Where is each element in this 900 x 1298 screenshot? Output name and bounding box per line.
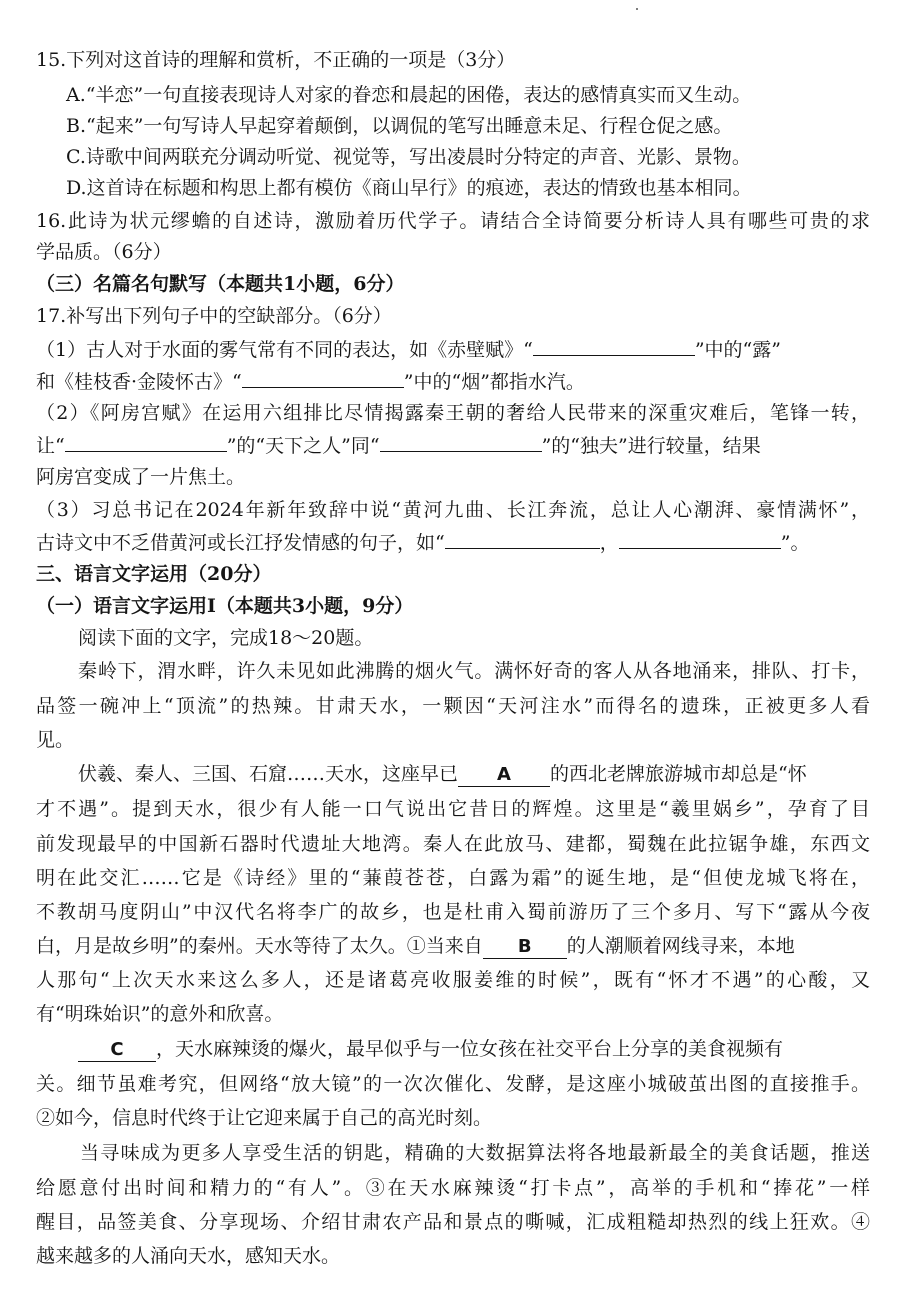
q17-p3-text-a: 古诗文中不乏借黄河或长江抒发情感的句子，如“ xyxy=(36,532,445,554)
passage-p4-l4: 越来越多的人涌向天水，感知天水。 xyxy=(36,1245,341,1267)
passage-p2-l2: 才不遇”。提到天水，很少有人能一口气说出它昔日的辉煌。这里是“羲里娲乡”，孕育了目 xyxy=(36,798,870,820)
q15-option-d: D.这首诗在标题和构思上都有模仿《商山早行》的痕迹，表达的情致也基本相同。 xyxy=(66,177,752,199)
q17-part1-line2 xyxy=(36,365,870,397)
q17-part2-line1: （2）《阿房宫赋》在运用六组排比尽情揭露秦王朝的奢给人民带来的深重灾难后，笔锋一转， xyxy=(36,402,870,424)
q15-option-b: B.“起来”一句写诗人早起穿着颠倒，以调侃的笔写出睡意未足、行程仓促之感。 xyxy=(66,115,733,137)
q17-p2-text-b: ”的“天下之人”同“ xyxy=(226,435,380,457)
q17-blank-1[interactable] xyxy=(533,333,695,356)
passage-p2-text-b: 的西北老牌旅游城市却总是“怀 xyxy=(550,763,807,785)
q17-p2-text-a: 让“ xyxy=(36,435,65,457)
passage-p2-text-d: 的人潮顺着网线寻来，本地 xyxy=(566,935,795,957)
q17-blank-3[interactable] xyxy=(65,429,227,452)
q17-p1-text-b: ”中的“露” xyxy=(694,339,781,361)
passage-p1-l1: 秦岭下，渭水畔，许久未见如此沸腾的烟火气。满怀好奇的客人从各地涌来，排队、打卡， xyxy=(78,660,870,682)
q17-p1-text-a: （1）古人对于水面的雾气常有不同的表达，如《赤壁赋》“ xyxy=(36,339,533,361)
passage-blank-b[interactable]: B xyxy=(483,936,567,959)
passage-p2-l3: 前发现最早的中国新石器时代遗址大地湾。秦人在此放马、建都，蜀魏在此拉锯争雄，东西文 xyxy=(36,833,870,855)
passage-blank-a[interactable]: A xyxy=(458,764,550,787)
q17-part2-line3: 阿房宫变成了一片焦土。 xyxy=(36,466,246,488)
passage-p3-l3: ②如今，信息时代终于让它迎来属于自己的高光时刻。 xyxy=(36,1107,493,1129)
q15-option-a: A.“半恋”一句直接表现诗人对家的眷恋和晨起的困倦，表达的感情真实而又生动。 xyxy=(66,84,752,106)
scan-speck xyxy=(636,8,638,10)
q17-blank-4[interactable] xyxy=(380,429,542,452)
q15-option-c: C.诗歌中间两联充分调动听觉、视觉等，写出凌晨时分特定的声音、光影、景物。 xyxy=(66,146,751,168)
q17-part2-line2 xyxy=(36,429,870,461)
q16-line-2: 学品质。（6分） xyxy=(36,241,172,263)
q17-blank-2[interactable] xyxy=(242,365,404,388)
q17-p1-text-c: 和《桂枝香·金陵怀古》“ xyxy=(36,371,242,393)
passage-p2-l1 xyxy=(78,758,870,790)
q17-p3-text-c: ”。 xyxy=(780,532,810,554)
passage-p2-l4: 明在此交汇……它是《诗经》里的“蒹葭苍苍，白露为霜”的诞生地，是“但使龙城飞将在， xyxy=(36,867,870,889)
passage-p2-text-a: 伏羲、秦人、三国、石窟……天水，这座早已 xyxy=(78,763,459,785)
passage-p3-l2: 关。细节虽难考究，但网络“放大镜”的一次次催化、发酵，是这座小城破茧出图的直接推手。 xyxy=(36,1073,870,1095)
passage-p1-l2: 品签一碗冲上“顶流”的热辣。甘肃天水，一颗因“天河注水”而得名的遗珠，正被更多人看 xyxy=(36,695,870,717)
section-language-use-1: （一）语言文字运用Ⅰ（本题共3小题，9分） xyxy=(36,595,414,617)
passage-p4-l3: 醒目，品签美食、分享现场、介绍甘肃农产品和景点的嘶喊，汇成粗糙却热烈的线上狂欢。④ xyxy=(36,1211,870,1233)
passage-p2-l7: 人那句“上次天水来这么多人，还是诸葛亮收服姜维的时候”，既有“怀才不遇”的心酸，又 xyxy=(36,969,870,991)
q17-p1-text-d: ”中的“烟”都指水汽。 xyxy=(403,371,585,393)
passage-p2-text-c: 白，月是故乡明”的秦州。天水等待了太久。①当来自 xyxy=(36,935,483,957)
q17-blank-5[interactable] xyxy=(445,526,600,549)
passage-blank-c[interactable]: C xyxy=(78,1039,156,1062)
section-famous-lines: （三）名篇名句默写（本题共1小题，6分） xyxy=(36,273,405,295)
passage-p2-l8: 有“明珠始识”的意外和欣喜。 xyxy=(36,1003,284,1025)
q17-part1-line1 xyxy=(36,333,870,365)
q15-stem: 15.下列对这首诗的理解和赏析，不正确的一项是（3分） xyxy=(36,49,516,71)
passage-p2-l5: 不教胡马度阴山”中汉代名将李广的故乡，也是杜甫入蜀前游历了三个多月、写下“露从今夜 xyxy=(36,901,870,923)
q17-p2-text-c: ”的“独夫”进行较量，结果 xyxy=(541,435,761,457)
section-language-use: 三、语言文字运用（20分） xyxy=(36,563,272,585)
q17-part3-line1: （3）习总书记在2024年新年致辞中说“黄河九曲、长江奔流，总让人心潮湃、豪情满怀”， xyxy=(36,499,870,521)
reading-instruction: 阅读下面的文字，完成18～20题。 xyxy=(78,627,374,649)
q17-blank-6[interactable] xyxy=(619,526,781,549)
passage-p4-l2: 给愿意付出时间和精力的“有人”。③在天水麻辣烫“打卡点”，高举的手机和“捧花”一样 xyxy=(36,1177,870,1199)
passage-p2-l6 xyxy=(36,930,870,962)
passage-p3-l1 xyxy=(78,1033,870,1065)
passage-p4-l1: 当寻味成为更多人享受生活的钥匙，精确的大数据算法将各地最新最全的美食话题，推送 xyxy=(80,1142,870,1164)
q17-p3-text-b: ， xyxy=(599,532,619,554)
q17-part3-line2 xyxy=(36,526,870,558)
q17-stem: 17.补写出下列句子中的空缺部分。（6分） xyxy=(36,305,392,327)
passage-p3-text-a: ，天水麻辣烫的爆火，最早似乎与一位女孩在社交平台上分享的美食视频有 xyxy=(156,1038,784,1060)
q16-line-1: 16.此诗为状元缪蟾的自述诗，激励着历代学子。请结合全诗简要分析诗人具有哪些可贵的求 xyxy=(36,210,870,232)
passage-p1-l3: 见。 xyxy=(36,729,75,751)
